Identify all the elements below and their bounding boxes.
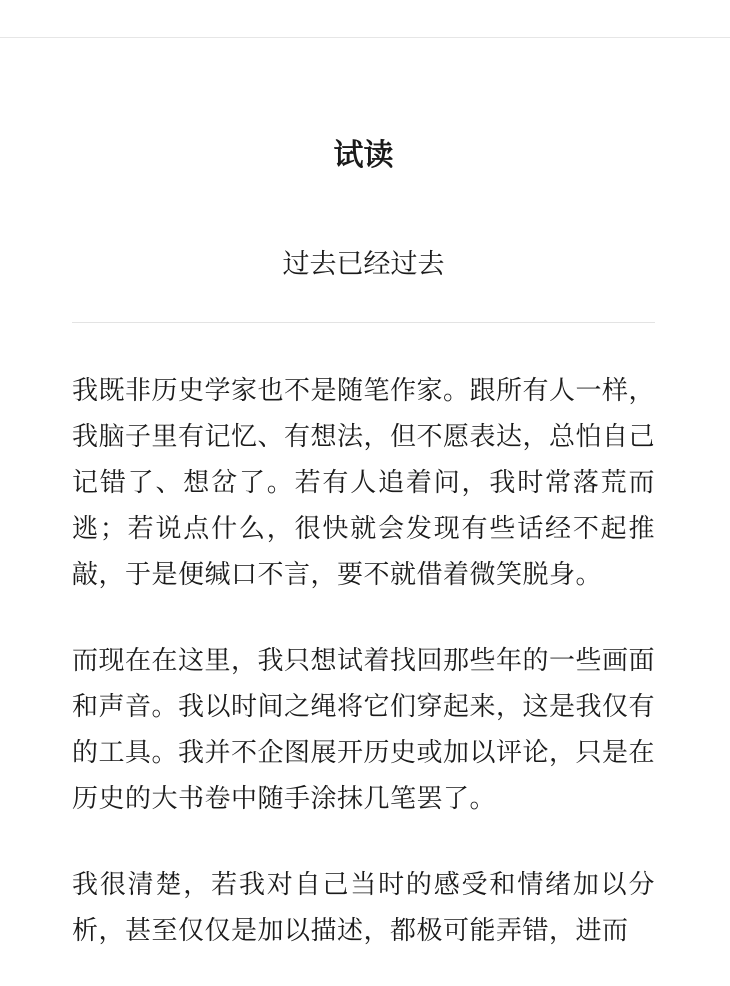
body-paragraph-3: 我很清楚，若我对自己当时的感受和情绪加以分析，甚至仅仅是加以描述，都极可能弄错，进而 bbox=[72, 870, 655, 946]
chapter-title: 过去已经过去 bbox=[282, 249, 445, 280]
body-paragraph-2: 而现在在这里，我只想试着找回那些年的一些画面和声音。我以时间之绳将它们穿起来，这是我仅有的工具。我并不企图展开历史或加以评论，只是在历史的大书卷中随手涂抹几笔罢了。 bbox=[72, 646, 656, 814]
reader-top-bar bbox=[0, 0, 730, 38]
reading-content bbox=[72, 37, 655, 954]
body-paragraph-1: 我既非历史学家也不是随笔作家。跟所有人一样，我脑子里有记忆、有想法，但不愿表达，总怕自己记错了、想岔了。若有人追着问，我时常落荒而逃；若说点什么，很快就会发现有些话经不起推敲，于是便缄口不言，要不就借着微笑脱身。 bbox=[72, 376, 656, 590]
title-divider bbox=[72, 322, 655, 323]
section-title: 试读 bbox=[333, 138, 394, 173]
